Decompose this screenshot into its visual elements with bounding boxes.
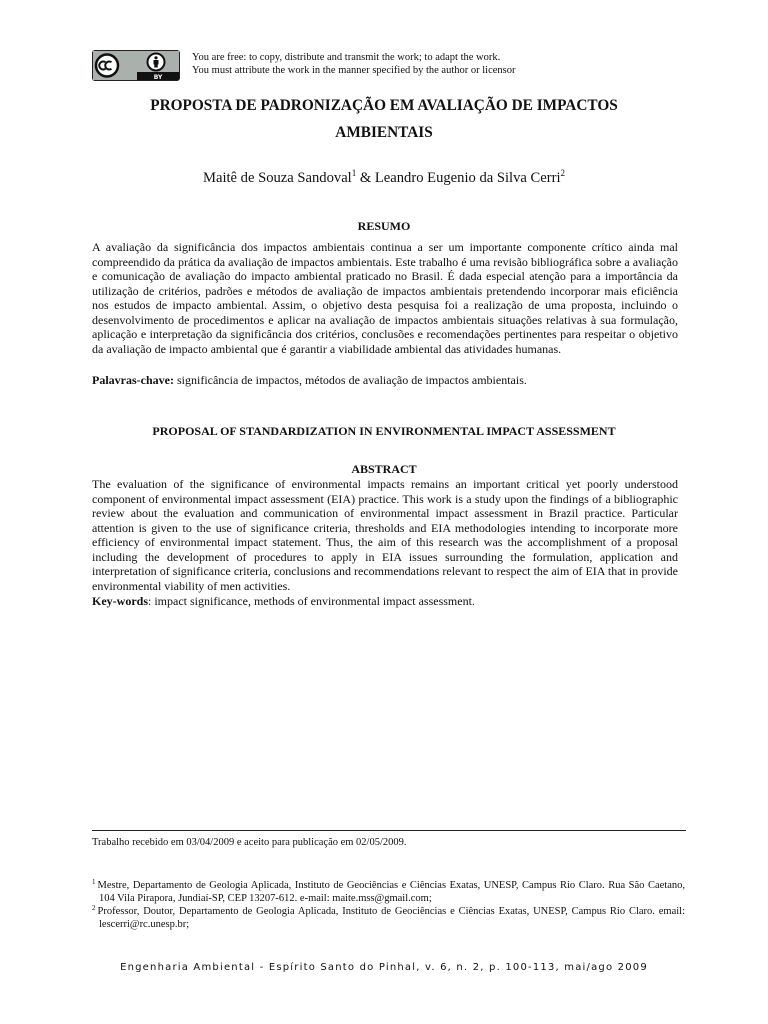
abstract-keywords-text: : impact significance, methods of environmental impact assessment. xyxy=(148,594,475,608)
author-2-affiliation-mark: 2 xyxy=(560,168,565,178)
paper-title-line-2: AMBIENTAIS xyxy=(335,124,433,141)
abstract-keywords-label: Key-words xyxy=(92,594,148,608)
footnote-divider xyxy=(92,830,686,831)
creative-commons-icon xyxy=(96,55,118,77)
author-1: Maitê de Souza Sandoval xyxy=(202,170,352,186)
license-line-2: You must attribute the work in the manner specified by the author or licensor xyxy=(192,65,516,76)
license-notice xyxy=(192,51,516,77)
footnote-2-text: Professor, Doutor, Departamento de Geologia Aplicada, Instituto de Geociências e Ciências Exatas, UNESP, Campus Rio Claro. email: lescerri@rc.unesp.br; xyxy=(97,906,685,930)
resumo-keywords-text: significância de impactos, métodos de avaliação de impactos ambientais. xyxy=(173,373,527,387)
journal-citation-footer: Engenharia Ambiental - Espírito Santo do Pinhal, v. 6, n. 2, p. 100-113, mai/ago 2009 xyxy=(120,962,648,973)
footnote-2 xyxy=(92,905,685,931)
resumo-keywords-label: Palavras-chave: xyxy=(92,373,174,387)
cc-by-logo xyxy=(92,50,180,81)
author-separator: & xyxy=(356,170,375,186)
by-label: BY xyxy=(153,74,163,80)
footnote-1 xyxy=(92,879,685,905)
resumo-body: A avaliação da significância dos impactos ambientais continua a ser um importante componente crítico ainda mal compreendido da prática da avaliação de impactos ambientais. Este trabalho é uma revisão bibliográfica sobre a avaliação e comunicação de avaliação do impacto ambiental praticado no Brasil. É dada especial atenção para a importância da utilização de critérios, padrões e métodos de avaliação de impactos ambientais pretendendo incorporar mais eficiência nos estudos de impacto ambiental. Assim, o objetivo desta pesquisa foi a realização de uma proposta, incluindo o desenvolvimento de procedimentos e aplicar na avaliação de impactos ambientais situações relativas à sua formulação, aplicação e interpretação da significância dos critérios, conclusões e recomendações pertinentes para respeitar o objetivo da avaliação de impacto ambiental que é garantir a viabilidade ambiental das atividades humanas. xyxy=(92,240,678,356)
authors xyxy=(110,168,658,188)
abstract-heading: ABSTRACT xyxy=(351,462,417,476)
abstract-body: The evaluation of the significance of environmental impacts remains an important critical yet poorly understood component of environmental impact assessment (EIA) practice. This work is a study upon the findings of a bibliographic review about the evaluation and communication of environmental impact assessment in Brazil practice. Particular attention is given to the use of significance criteria, thresholds and EIA methodologies intending to incorporate more efficiency of environmental impact statement. Thus, the aim of this research was the accomplishment of a proposal including the development of procedures to apply in EIA issues surrounding the formulation, application and interpretation of significance criteria, conclusions and recommendations relevant to respect the aim of EIA that in provide environmental viability of men activities. xyxy=(92,477,678,593)
attribution-icon xyxy=(148,54,165,71)
received-note: Trabalho recebido em 03/04/2009 e aceito para publicação em 02/05/2009. xyxy=(92,837,407,848)
footnote-1-mark: 1 xyxy=(92,878,96,886)
paper-title-line-1: PROPOSTA DE PADRONIZAÇÃO EM AVALIAÇÃO DE IMPACTOS xyxy=(150,97,618,114)
license-line-1: You are free: to copy, distribute and transmit the work; to adapt the work. xyxy=(192,52,501,63)
resumo-heading: RESUMO xyxy=(357,219,411,233)
english-title: PROPOSAL OF STANDARDIZATION IN ENVIRONMENTAL IMPACT ASSESSMENT xyxy=(152,424,616,438)
footnote-2-mark: 2 xyxy=(92,904,96,912)
author-1-affiliation-mark: 1 xyxy=(351,168,357,178)
footnote-1-text: Mestre, Departamento de Geologia Aplicada, Instituto de Geociências e Ciências Exatas, UNESP, Campus Rio Claro. Rua São Caetano, 104 Vila Pirapora, Jundiaí-SP, CEP 13207-612. e-mail: maite.mss@gmail.com; xyxy=(97,880,685,904)
paper-title xyxy=(110,92,658,146)
resumo-keywords xyxy=(92,373,678,388)
abstract-keywords xyxy=(92,594,678,609)
author-2: Leandro Eugenio da Silva Cerri xyxy=(374,170,561,186)
